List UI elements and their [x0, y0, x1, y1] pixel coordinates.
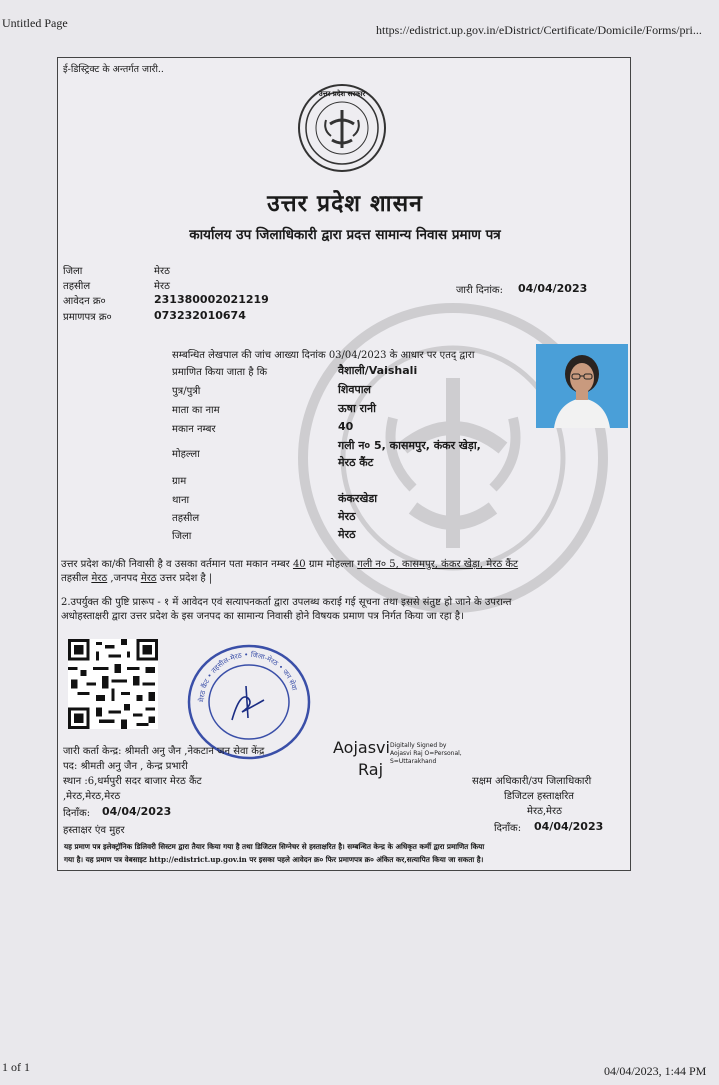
issuer-place-1: स्थान :6,धर्मपुरी सदर बाजार मेरठ कैंट: [63, 776, 202, 787]
digital-sign-note-2: Aojasvi Raj O=Personal,: [390, 750, 462, 757]
seal-text: मेरठ कैंट • तहसील-मेरठ • जिला-मेरठ • जन सेवा: [197, 650, 299, 703]
browser-url: https://edistrict.up.gov.in/eDistrict/Certificate/Domicile/Forms/pri...: [376, 23, 702, 37]
certificate-subtitle: कार्यालय उप जिलाधिकारी द्वारा प्रदत्त सामान्य निवास प्रमाण पत्र: [189, 227, 501, 243]
issuer-position: पद: श्रीमती अनु जैन , केन्द्र प्रभारी: [63, 761, 188, 772]
officer-title: सक्षम अधिकारी/उप जिलाधिकारी: [472, 776, 592, 787]
addr-district-value: मेरठ: [338, 528, 356, 541]
application-no: 231380002021219: [154, 293, 269, 306]
thana-value: कंकरखेडा: [338, 492, 378, 505]
village-label: ग्राम: [172, 476, 187, 487]
mother-name: ऊषा रानी: [338, 402, 376, 415]
officer-place: मेरठ,मेरठ: [527, 806, 562, 817]
certificate: [57, 57, 631, 871]
para2-line1: 2.उपर्युक्त की पुष्टि प्रारूप - १ में आवेदन एवं सत्यापनकर्ता द्वारा उपलब्ध कराई गई सूचना तथा इससे संतुष्ट हो जाने के उपरान्त: [61, 597, 512, 608]
house-label: मकान नम्बर: [172, 424, 216, 435]
footer-line-2: गया है। यह प्रमाण पत्र वेबसाइट http://edistrict.up.gov.in पर इसका पहले आवेदन क्र० फिर प्रमाणपत्र क्र० अंकित कर,सत्यापित किया जा सकता है।: [64, 855, 484, 864]
page-count: 1 of 1: [2, 1060, 30, 1074]
footer-line-1: यह प्रमाण पत्र इलेक्ट्रॉनिक डिलिवरी सिस्टम द्वारा तैयार किया गया है तथा डिजिटल सिग्नेचर से हस्ताक्षरित है। सम्बन्धित केन्द्र के अधिकृत कर्मी द्वारा प्रमाणित किया: [64, 842, 485, 851]
up-govt-emblem: [298, 84, 386, 172]
para1-end: उत्तर प्रदेश है |: [156, 573, 213, 584]
mother-label: माता का नाम: [172, 405, 220, 416]
issuer-date: 04/04/2023: [102, 805, 172, 818]
certify-line2: प्रमाणित किया जाता है कि: [172, 367, 268, 378]
issuer-place-2: ,मेरठ,मेरठ,मेरठ: [63, 791, 121, 802]
certificate-footer-note: [64, 840, 626, 866]
para1-tehsil: मेरठ: [91, 573, 108, 584]
officer-date: 04/04/2023: [534, 820, 604, 833]
person-photo-icon: [536, 344, 628, 428]
tehsil-value: मेरठ: [154, 281, 170, 292]
residence-paragraph: [61, 558, 631, 586]
para2-line2: अधोहस्ताक्षरी द्वारा उत्तर प्रदेश के इस जनपद का सामान्य निवासी होने विषयक प्रमाण पत्र निर्गत किया जा रहा है।: [61, 611, 464, 622]
district-value: मेरठ: [154, 266, 170, 277]
relation-label: पुत्र/पुत्री: [172, 386, 201, 397]
mohalla-label: मोहल्ला: [172, 449, 200, 460]
applicant-name: वैशाली/Vaishali: [338, 364, 418, 377]
certificate-no: 073232010674: [154, 309, 246, 322]
issuer-date-label: दिनाँक:: [63, 808, 91, 819]
issue-date: 04/04/2023: [518, 282, 588, 295]
para1-house: 40: [292, 559, 306, 570]
house-no: 40: [338, 420, 354, 433]
district-label: जिला: [63, 266, 83, 277]
para1-tehsil-pre: तहसील: [61, 573, 92, 584]
issued-under-text: ई-डिस्ट्रिक्ट के अन्तर्गत जारी..: [63, 64, 164, 75]
para1-district: मेरठ: [140, 573, 157, 584]
applicant-photo: [536, 344, 628, 428]
father-name: शिवपाल: [338, 383, 371, 396]
issuer-sign-label: हस्ताक्षर एंव मुहर: [63, 825, 125, 836]
issuer-center: जारी कर्ता केन्द्र: श्रीमती अनु जैन ,नेकटान जन सेवा केंद्र: [63, 746, 265, 757]
digital-sign-note-3: S=Uttarakhand: [390, 758, 437, 765]
tehsil-label: तहसील: [63, 281, 91, 292]
mohalla-line1: गली न० 5, कासमपुर, कंकर खेड़ा,: [338, 439, 481, 452]
addr-tehsil-value: मेरठ: [338, 510, 356, 523]
application-no-label: आवेदन क्र०: [63, 296, 106, 307]
digital-signer-2: Raj: [358, 760, 384, 779]
print-time: 04/04/2023, 1:44 PM: [604, 1064, 707, 1078]
confirmation-paragraph: [61, 596, 631, 624]
digital-signer: Aojasvi: [333, 738, 390, 757]
qr-code-icon: [68, 639, 158, 729]
govt-title: उत्तर प्रदेश शासन: [267, 190, 423, 217]
para1-district-pre: ,जनपद: [107, 573, 141, 584]
para1-mohalla: गली न० 5, कासमपुर, कंकर खेड़ा, मेरठ कैंट: [357, 559, 519, 570]
digital-sign-note-1: Digitally Signed by: [390, 742, 447, 749]
mohalla-line2: मेरठ कैंट: [338, 456, 374, 469]
para1-mid: ग्राम मोहल्ला: [305, 559, 358, 570]
thana-label: थाना: [172, 495, 190, 506]
officer-date-label: दिनाँक:: [494, 823, 522, 834]
addr-district-label: जिला: [172, 531, 192, 542]
officer-sign: डिजिटल हस्ताक्षरित: [504, 791, 574, 802]
para1-pre: उत्तर प्रदेश का/की निवासी है व उसका वर्तमान पता मकान नम्बर: [61, 559, 293, 570]
issue-date-label: जारी दिनांक:: [456, 285, 503, 296]
certificate-no-label: प्रमाणपत्र क्र०: [63, 312, 112, 323]
browser-page-title: Untitled Page: [2, 16, 68, 30]
certify-line1: सम्बन्धित लेखपाल की जांच आख्या दिनांक 03/04/2023 के आधार पर एतद् द्वारा: [172, 350, 475, 361]
addr-tehsil-label: तहसील: [172, 513, 200, 524]
emblem-caption: उत्तर प्रदेश सरकार: [318, 89, 366, 98]
